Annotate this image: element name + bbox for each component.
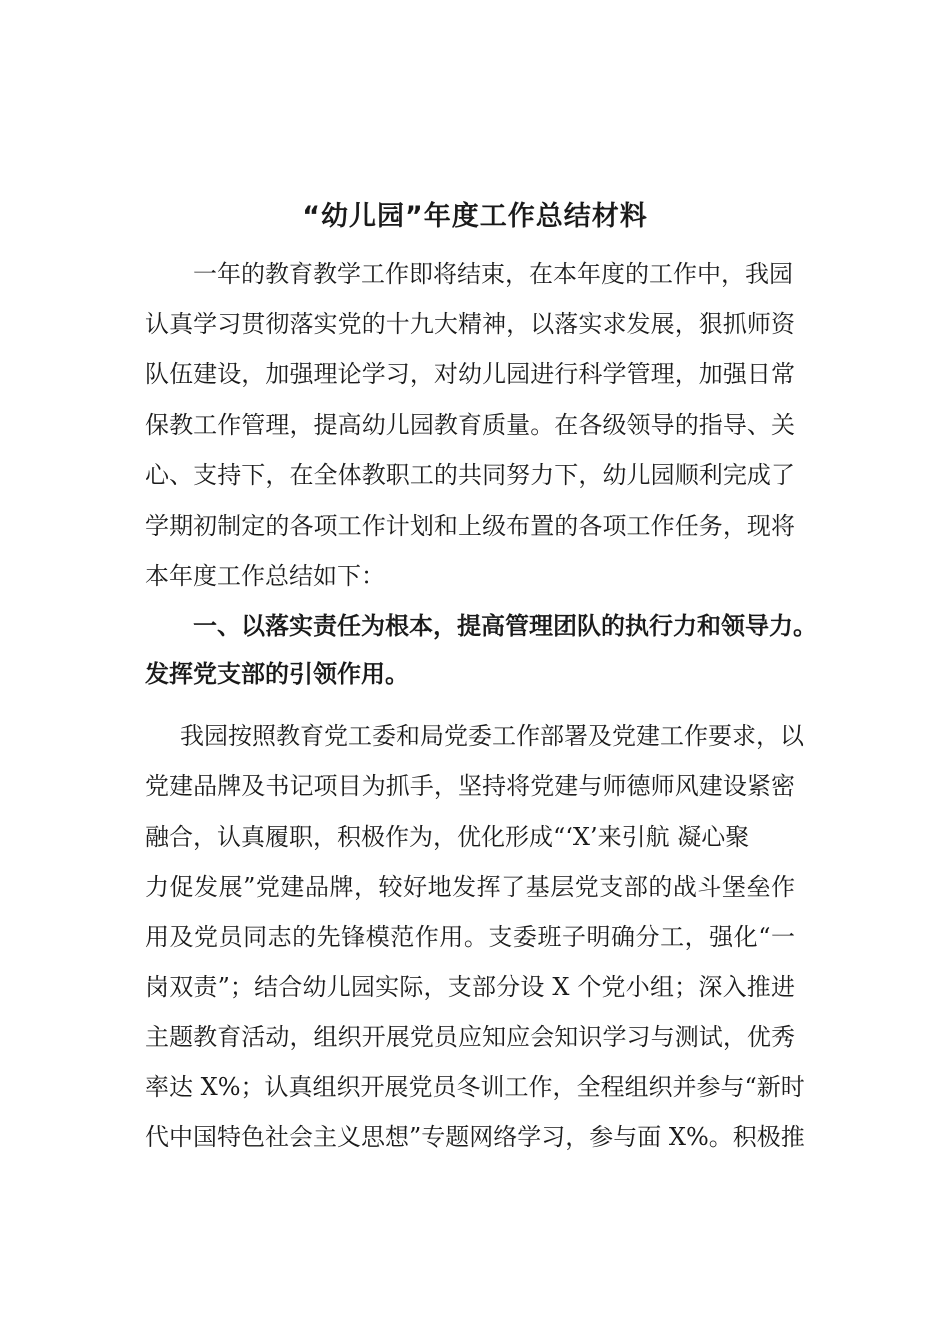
- paragraph-2-line-8: 率达 X%；认真组织开展党员冬训工作，全程组织并参与“新时: [145, 1073, 805, 1101]
- paragraph-2-line-6: 岗双责”；结合幼儿园实际，支部分设 X 个党小组；深入推进: [145, 973, 795, 1001]
- paragraph-2-line-7: 主题教育活动，组织开展党员应知应会知识学习与测试，优秀: [145, 1023, 795, 1051]
- paragraph-2-line-4: 力促发展”党建品牌，较好地发挥了基层党支部的战斗堡垒作: [145, 873, 795, 901]
- section-heading-line-2: 发挥党支部的引领作用。: [145, 660, 409, 688]
- paragraph-1-line-1: 一年的教育教学工作即将结束，在本年度的工作中，我园: [193, 260, 793, 288]
- paragraph-1-line-6: 学期初制定的各项工作计划和上级布置的各项工作任务，现将: [145, 512, 795, 540]
- paragraph-1-line-7: 本年度工作总结如下：: [145, 562, 385, 590]
- paragraph-1-line-3: 队伍建设，加强理论学习，对幼儿园进行科学管理，加强日常: [145, 360, 795, 388]
- paragraph-1-line-5: 心、支持下，在全体教职工的共同努力下，幼儿园顺利完成了: [145, 461, 795, 489]
- document-title: “幼儿园”年度工作总结材料: [302, 201, 648, 232]
- paragraph-2-line-2: 党建品牌及书记项目为抓手，坚持将党建与师德师风建设紧密: [145, 772, 795, 800]
- paragraph-1-line-4: 保教工作管理，提高幼儿园教育质量。在各级领导的指导、关: [145, 411, 795, 439]
- paragraph-2-line-3: 融合，认真履职，积极作为，优化形成“‘X’来引航 凝心聚: [145, 823, 750, 851]
- section-heading-line-1: 一、以落实责任为根本，提高管理团队的执行力和领导力。: [193, 612, 817, 640]
- paragraph-1-line-2: 认真学习贯彻落实党的十九大精神，以落实求发展，狠抓师资: [145, 310, 795, 338]
- paragraph-2-line-9: 代中国特色社会主义思想”专题网络学习，参与面 X%。积极推: [145, 1123, 805, 1151]
- paragraph-2-line-5: 用及党员同志的先锋模范作用。支委班子明确分工，强化“一: [145, 923, 795, 951]
- paragraph-2-line-1: 我园按照教育党工委和局党委工作部署及党建工作要求，以: [180, 722, 804, 750]
